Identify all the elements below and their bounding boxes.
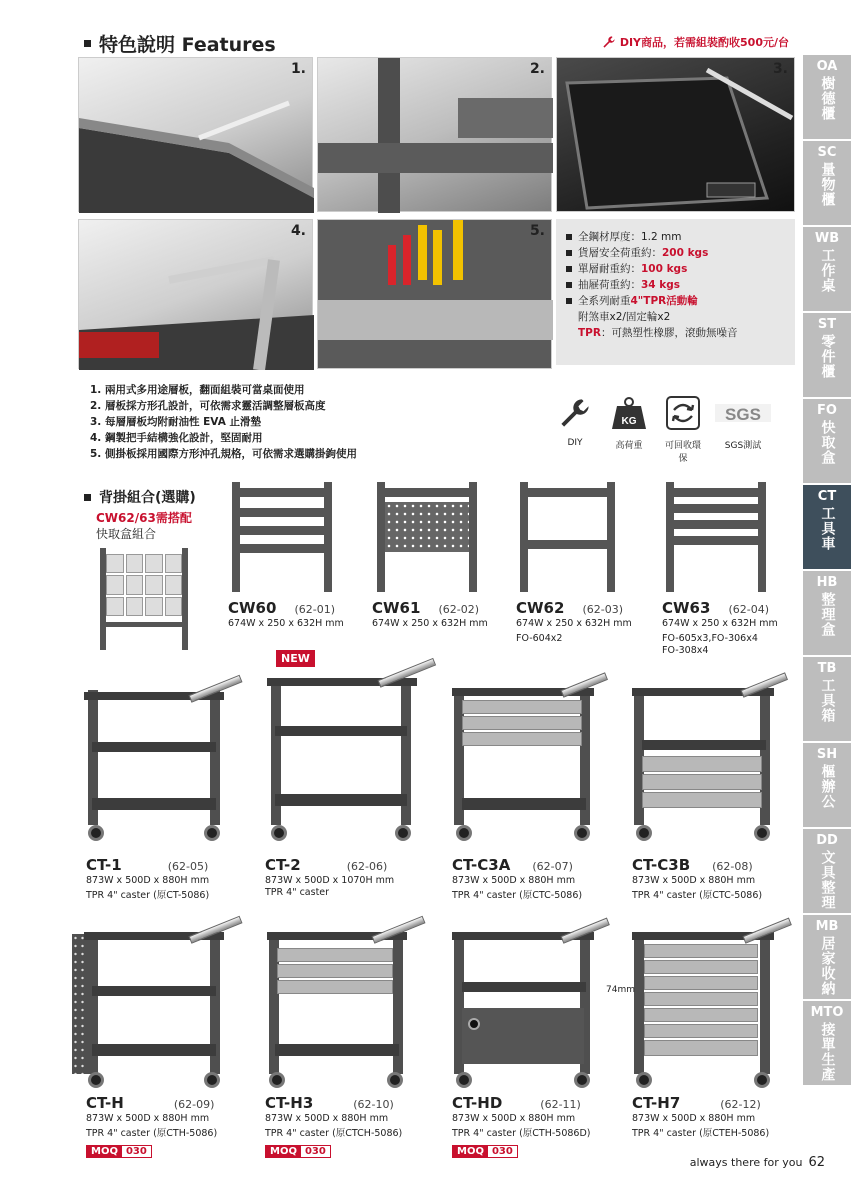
moq-badge: MOQ 030 — [265, 1145, 331, 1158]
product-code: CT-H7 — [632, 1094, 681, 1112]
product-number: (62-06) — [346, 860, 388, 873]
icon-label: 高荷重 — [615, 441, 643, 451]
product-number: (62-07) — [532, 860, 573, 873]
product-extra: FO-604x2 — [516, 633, 563, 644]
page-footer — [690, 1155, 825, 1170]
combo-note-red: CW62/63需搭配 — [96, 511, 192, 525]
diy-note — [602, 34, 789, 50]
product-code: CW63 — [662, 599, 711, 617]
product-number: (62-11) — [540, 1098, 581, 1111]
diy-icon — [553, 394, 597, 464]
combo-illustration — [100, 548, 188, 650]
product-dim: 674W x 250 x 632H mm — [662, 618, 778, 629]
feature-photo-4 — [78, 219, 313, 369]
spec-item: 抽屜荷重約： — [578, 279, 641, 291]
product-caster: TPR 4" caster (原CTH-5086D) — [452, 1128, 591, 1139]
product-dim: 873W x 500D x 880H mm — [265, 1113, 389, 1124]
board-label-cw61 — [372, 598, 488, 629]
note-item: 4. 鋼製把手結構強化設計，堅固耐用 — [90, 432, 263, 444]
board-label-cw62 — [516, 598, 632, 644]
product-code: CT-C3A — [452, 856, 511, 874]
product-dim: 674W x 250 x 632H mm — [516, 618, 632, 629]
product-code: CT-H — [86, 1094, 124, 1112]
cart-ct-h — [70, 922, 250, 1092]
tab-sc[interactable]: SC 量物櫃 — [803, 141, 851, 227]
product-dim: 873W x 500D x 880H mm — [632, 875, 756, 886]
spec-item: 貨層安全荷重約： — [578, 247, 662, 259]
spec-highlight: 34 kgs — [641, 279, 681, 291]
board-cw60 — [232, 482, 332, 592]
cart-ct-h3 — [253, 922, 433, 1092]
tab-fo[interactable]: FO 快取盒 — [803, 399, 851, 485]
board-cw61 — [377, 482, 477, 592]
cart-label-ct-h — [86, 1093, 217, 1158]
product-code: CT-H3 — [265, 1094, 314, 1112]
board-cw62 — [520, 482, 615, 592]
tab-tb[interactable]: TB 工具箱 — [803, 657, 851, 743]
diy-note-text: DIY商品，若需組裝酌收500元/台 — [619, 36, 789, 49]
spec-highlight: 100 kgs — [641, 263, 688, 275]
product-code: CW60 — [228, 599, 277, 617]
product-number: (62-05) — [167, 860, 209, 873]
product-caster: TPR 4" caster (原CTEH-5086) — [632, 1128, 770, 1139]
cart-label-ct-c3a — [452, 855, 582, 901]
photo-number: 1. — [290, 61, 306, 77]
product-caster: TPR 4" caster (原CTC-5086) — [452, 890, 583, 901]
page-title-text: 特色說明 Features — [99, 34, 276, 56]
combo-note-text: 快取盒組合 — [96, 527, 157, 541]
note-item: 5. 側掛板採用國際方形沖孔規格，可依需求選購掛鉤使用 — [90, 448, 357, 460]
feature-photo-1 — [78, 57, 313, 212]
product-dim: 873W x 500D x 880H mm — [452, 1113, 576, 1124]
combo-note — [96, 510, 192, 542]
moq-badge: MOQ 030 — [452, 1145, 518, 1158]
product-code: CT-1 — [86, 856, 122, 874]
product-number: (62-09) — [173, 1098, 215, 1111]
spec-item: 全鋼材厚度：1.2 mm — [578, 231, 682, 243]
photo-number: 2. — [529, 61, 545, 77]
cart-label-ct-2 — [265, 855, 394, 898]
tab-st[interactable]: ST 零件櫃 — [803, 313, 851, 399]
board-label-cw63 — [662, 598, 778, 656]
cart-ct-1 — [70, 680, 240, 845]
spec-item: 單層耐重約： — [578, 263, 641, 275]
tab-dd[interactable]: DD 文具整理 — [803, 829, 851, 915]
wrench-icon — [602, 35, 616, 49]
lock-icon — [468, 1018, 480, 1030]
board-label-cw60 — [228, 598, 344, 629]
photo-number: 3. — [772, 61, 788, 77]
note-item: 3. 每層層板均附耐油性 EVA 止滑墊 — [90, 416, 261, 428]
svg-text:SGS: SGS — [725, 405, 761, 424]
cart-label-ct-h3 — [265, 1093, 402, 1158]
cart-label-ct-1 — [86, 855, 209, 901]
cart-ct-c3b — [620, 680, 790, 845]
icon-label: 可回收環保 — [664, 441, 701, 464]
product-caster: TPR 4" caster (原CT-5086) — [86, 890, 210, 901]
new-badge: NEW — [276, 650, 315, 667]
feature-notes — [90, 382, 357, 462]
product-dim: 873W x 500D x 1070H mm — [265, 875, 395, 886]
photo-number: 4. — [290, 223, 306, 239]
feature-photo-5 — [317, 219, 552, 369]
product-dim: 873W x 500D x 880H mm — [452, 875, 576, 886]
spec-highlight: 4"TPR活動輪 — [630, 295, 698, 307]
product-number: (62-10) — [353, 1098, 394, 1111]
note-item: 1. 兩用式多用途層板，翻面組裝可當桌面使用 — [90, 384, 305, 396]
product-dim: 873W x 500D x 880H mm — [632, 1113, 756, 1124]
product-dim: 873W x 500D x 880H mm — [86, 1113, 210, 1124]
product-number: (62-03) — [582, 603, 623, 616]
icon-label: DIY — [567, 438, 583, 448]
page-number: 62 — [808, 1155, 825, 1170]
product-code: CT-C3B — [632, 856, 691, 874]
product-caster: TPR 4" caster (原CTCH-5086) — [265, 1128, 403, 1139]
svg-text:KG: KG — [621, 416, 637, 427]
sgs-icon — [715, 394, 771, 464]
product-code: CW61 — [372, 599, 421, 617]
footer-tagline: always there for you — [689, 1156, 803, 1169]
product-caster: TPR 4" caster (原CTC-5086) — [632, 890, 763, 901]
dimension-tag: 74mm — [606, 985, 635, 995]
product-code: CT-2 — [265, 856, 301, 874]
product-caster: TPR 4" caster (原CTH-5086) — [86, 1128, 218, 1139]
product-number: (62-12) — [720, 1098, 761, 1111]
product-number: (62-04) — [728, 603, 769, 616]
recycle-icon — [661, 394, 705, 464]
cart-ct-hd — [440, 922, 615, 1092]
tab-oa[interactable]: OA 樹德櫃 — [803, 55, 851, 141]
product-dim: 674W x 250 x 632H mm — [372, 618, 488, 629]
product-number: (62-01) — [294, 603, 335, 616]
spec-highlight: 200 kgs — [662, 247, 709, 259]
tab-hb[interactable]: HB 整理盒 — [803, 571, 851, 657]
feature-photo-3 — [556, 57, 795, 212]
moq-badge: MOQ 030 — [86, 1145, 152, 1158]
tab-sh[interactable]: SH 樞辦公 — [803, 743, 851, 829]
product-code: CT-HD — [452, 1094, 503, 1112]
cart-label-ct-c3b — [632, 855, 762, 901]
board-cw63 — [666, 482, 766, 592]
tab-mto[interactable]: MTO 接單生產 — [803, 1001, 851, 1087]
product-dim: 674W x 250 x 632H mm — [228, 618, 344, 629]
kg-icon — [607, 394, 651, 464]
feature-icons — [553, 394, 771, 464]
section-title: 背掛組合(選購) — [99, 490, 196, 506]
section-back-combo — [84, 487, 196, 507]
tab-mb[interactable]: MB 居家收納 — [803, 915, 851, 1001]
photo-number: 5. — [529, 223, 545, 239]
cart-label-ct-h7 — [632, 1093, 769, 1139]
icon-label: SGS測試 — [724, 441, 762, 451]
tpr-label: TPR — [578, 327, 601, 339]
cart-ct-h7 — [620, 922, 795, 1092]
product-code: CW62 — [516, 599, 565, 617]
spec-box — [556, 219, 795, 365]
tab-wb[interactable]: WB 工作桌 — [803, 227, 851, 313]
cart-ct-c3a — [440, 680, 610, 845]
bullet-square — [84, 40, 91, 47]
note-item: 2. 層板採方形孔設計，可依需求靈活調整層板高度 — [90, 400, 326, 412]
feature-photo-2 — [317, 57, 552, 212]
cart-label-ct-hd — [452, 1093, 591, 1158]
cart-ct-2 — [253, 668, 433, 845]
spec-extra: 附煞車x2/固定輪x2 — [578, 311, 671, 323]
product-extra: FO-308x4 — [662, 645, 709, 656]
product-number: (62-02) — [438, 603, 479, 616]
spec-item: 全系列耐重 — [578, 295, 631, 307]
tpr-text: ：可熱塑性橡膠，滾動無噪音 — [600, 327, 738, 339]
product-dim: 873W x 500D x 880H mm — [86, 875, 210, 886]
category-side-tabs — [803, 55, 851, 1087]
page-title — [84, 30, 276, 57]
product-number: (62-08) — [712, 860, 753, 873]
product-caster: TPR 4" caster — [265, 887, 330, 898]
product-extra: FO-605x3,FO-306x4 — [662, 633, 758, 644]
tab-ct[interactable]: CT 工具車 — [803, 485, 851, 571]
